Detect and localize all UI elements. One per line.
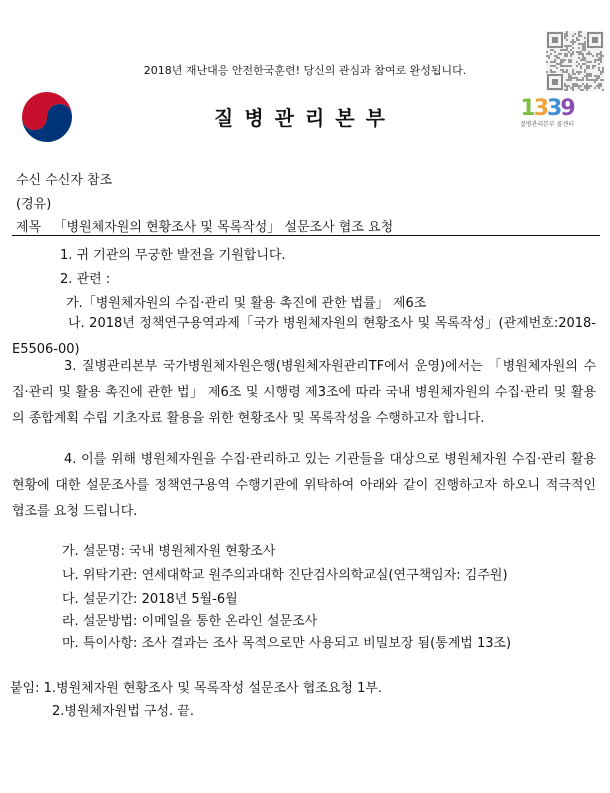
qr-module [574,33,576,35]
qr-module [580,59,582,61]
qr-module [546,51,548,53]
qr-module [586,89,588,91]
qr-module [564,85,566,87]
qr-module [598,85,600,87]
qr-module [578,87,580,89]
qr-module [600,51,602,53]
qr-module [566,55,568,57]
qr-module [566,31,568,33]
qr-module [582,83,584,85]
qr-module [576,51,578,53]
qr-module [554,55,556,57]
qr-module [584,45,586,47]
qr-module [566,35,568,37]
qr-module [578,35,580,37]
qr-module [596,59,598,61]
qr-module [598,57,600,59]
qr-module [578,47,580,49]
qr-module [588,53,590,55]
qr-module [596,55,598,57]
qr-module [546,55,548,57]
qr-module [574,85,576,87]
qr-module [568,59,570,61]
qr-module [560,59,562,61]
qr-module [550,53,552,55]
qr-module [584,85,586,87]
qr-module [566,87,568,89]
qr-module [580,51,582,53]
qr-module [578,53,580,55]
qr-module [564,59,566,61]
qr-module [574,41,576,43]
qr-module [592,55,594,57]
qr-module [564,45,566,47]
qr-module [580,35,582,37]
qr-module [572,51,574,53]
qr-module [572,87,574,89]
qr-module [580,89,582,91]
qr-module [572,89,574,91]
qr-module [572,53,574,55]
qr-module [586,79,588,81]
qr-module [576,37,578,39]
qr-module [600,83,602,85]
qr-module [578,33,580,35]
qr-module [588,87,590,89]
qr-module [564,55,566,57]
subject-divider [12,235,600,236]
qr-module [564,37,566,39]
qr-module [566,85,568,87]
qr-module [580,85,582,87]
attachment-line-1: 붙임: 1.병원체자원 현황조사 및 목록작성 설문조사 협조요청 1부. [10,681,383,696]
qr-module [560,49,562,51]
qr-module [554,59,556,61]
qr-module [558,53,560,55]
item-4: 4. 이를 위해 병원체자원을 수집·관리하고 있는 기관들을 대상으로 병원체자원 수집·관리 활용 현황에 대한 설문조사를 정책연구용역 수행기관에 위탁하여 아래와 같이 진행하고자 하오니 적극적인 협조를 요청 드립니다. [12,452,596,519]
qr-module [558,57,560,59]
qr-module [566,33,568,35]
detail-item: 라. 설문방법: 이메일을 통한 온라인 설문조사 [62,614,318,629]
qr-module [584,43,586,45]
qr-module [600,55,602,57]
qr-module [594,87,596,89]
qr-module [578,39,580,41]
qr-module [578,85,580,87]
qr-module [556,57,558,59]
item-1: 1. 귀 기관의 무궁한 발전을 기원합니다. [60,248,286,263]
qr-module [578,51,580,53]
qr-module [572,39,574,41]
qr-module [552,49,554,51]
qr-module [564,83,566,85]
qr-module [586,85,588,87]
qr-module [562,59,564,61]
attachment-line-2: 2.병원체자원법 구성. 끝. [52,704,194,719]
badge-digit: 9 [560,96,574,121]
qr-module [564,89,566,91]
qr-module [562,49,564,51]
qr-module [556,55,558,57]
qr-module [578,43,580,45]
badge-digit: 1 [520,96,534,121]
qr-module [582,55,584,57]
qr-module [582,45,584,47]
qr-module [584,37,586,39]
qr-module [586,83,588,85]
qr-module [570,45,572,47]
qr-module [572,43,574,45]
qr-module [576,83,578,85]
qr-module [596,85,598,87]
item-2: 2. 관련 : [60,272,111,287]
qr-module [568,85,570,87]
qr-module [576,39,578,41]
qr-module [582,59,584,61]
qr-module [580,31,582,33]
qr-module [564,53,566,55]
qr-module [560,53,562,55]
qr-module [574,83,576,85]
qr-module [584,87,586,89]
qr-module [566,49,568,51]
detail-item: 나. 위탁기관: 연세대학교 원주의과대학 진단검사의학교실(연구책임자: 김주원) [62,568,508,583]
subject-text: 「병원체자원의 현황조사 및 목록작성」 설문조사 협조 요청 [53,220,394,235]
qr-module [594,79,596,81]
via-line: (경유) [16,197,52,212]
qr-module [568,45,570,47]
qr-module [594,81,596,83]
qr-module [578,79,580,81]
qr-module [602,89,604,91]
qr-module [584,41,586,43]
qr-module [564,33,566,35]
qr-module [576,85,578,87]
qr-module [586,87,588,89]
qr-module [596,53,598,55]
qr-module [548,55,550,57]
qr-module [578,57,580,59]
qr-module [548,57,550,59]
item-2-b: 나. 2018년 정책연구용역과제「국가 병원체자원의 현황조사 및 목록작성」(관제번호:2018-E5506-00) [12,316,596,357]
qr-module [572,47,574,49]
qr-module [566,89,568,91]
callcenter-badge [512,96,582,128]
callcenter-caption: 질병관리본부 콜센터 [519,121,575,128]
qr-module [570,87,572,89]
qr-module [588,85,590,87]
qr-module [570,53,572,55]
qr-module [570,55,572,57]
item-2-a: 가.「병원체자원의 수집·관리 및 활용 촉진에 관한 법률」 제6조 [66,296,427,311]
qr-module [598,87,600,89]
qr-module [582,47,584,49]
qr-module [566,45,568,47]
qr-module [600,59,602,61]
qr-module [570,41,572,43]
qr-module [564,35,566,37]
qr-module [600,85,602,87]
qr-module [576,79,578,81]
qr-module [602,55,604,57]
qr-module [588,51,590,53]
qr-module [590,79,592,81]
qr-module [580,53,582,55]
qr-module [598,83,600,85]
qr-module [590,53,592,55]
qr-module [598,59,600,61]
qr-module [594,59,596,61]
qr-module [566,53,568,55]
qr-module [588,79,590,81]
qr-module [592,79,594,81]
subject-label: 제목 [16,220,42,235]
qr-module [564,49,566,51]
detail-item: 다. 설문기간: 2018년 5월-6월 [62,592,238,607]
detail-item: 가. 설문명: 국내 병원체자원 현황조사 [62,544,276,559]
recipient-line: 수신 수신자 참조 [16,173,113,188]
qr-module [572,83,574,85]
qr-module [590,85,592,87]
organization-title: 질병관리본부 [214,106,396,130]
qr-module [572,35,574,37]
qr-module [578,31,580,33]
qr-module [602,79,604,81]
qr-module [568,79,570,81]
qr-module [582,43,584,45]
callcenter-number [512,96,582,121]
qr-module [584,59,586,61]
qr-module [566,39,568,41]
qr-module [572,41,574,43]
qr-module [584,49,586,51]
qr-module [572,85,574,87]
slogan-text: 2018년 재난대응 안전한국훈련! 당신의 관심과 참여로 완성됩니다. [143,64,467,77]
qr-module [600,57,602,59]
qr-module [600,53,602,55]
qr-module [566,79,568,81]
qr-module [580,79,582,81]
badge-digit: 3 [547,96,561,121]
qr-module [554,51,556,53]
qr-module [582,79,584,81]
qr-code [546,31,604,91]
qr-module [582,89,584,91]
qr-module [598,53,600,55]
qr-module [584,57,586,59]
qr-module [570,79,572,81]
item-3: 3. 질병관리본부 국가병원체자원은행(병원체자원관리TF에서 운영)에서는 「병원체자원의 수집·관리 및 활용 촉진에 관한 법」 제6조 및 시행령 제3조에 따라 국내 병원체자원의 수집·관리 및 활용의 종합계획 수립 기초자료 활용을 위한 현황조사 및 목록작성을 수행하고자 합니다. [12,359,596,426]
badge-digit: 3 [533,96,547,121]
qr-module [584,47,586,49]
qr-module [586,53,588,55]
qr-module [566,47,568,49]
qr-module [570,49,572,51]
qr-module [580,43,582,45]
qr-module [600,79,602,81]
qr-module [568,51,570,53]
qr-module [570,59,572,61]
subject-line [16,216,393,235]
qr-module [596,79,598,81]
detail-item: 마. 특이사항: 조사 결과는 조사 목적으로만 사용되고 비밀보장 됨(통계법 13조) [62,636,512,651]
qr-module [550,49,552,51]
qr-module [582,57,584,59]
qr-module [582,53,584,55]
qr-module [582,49,584,51]
